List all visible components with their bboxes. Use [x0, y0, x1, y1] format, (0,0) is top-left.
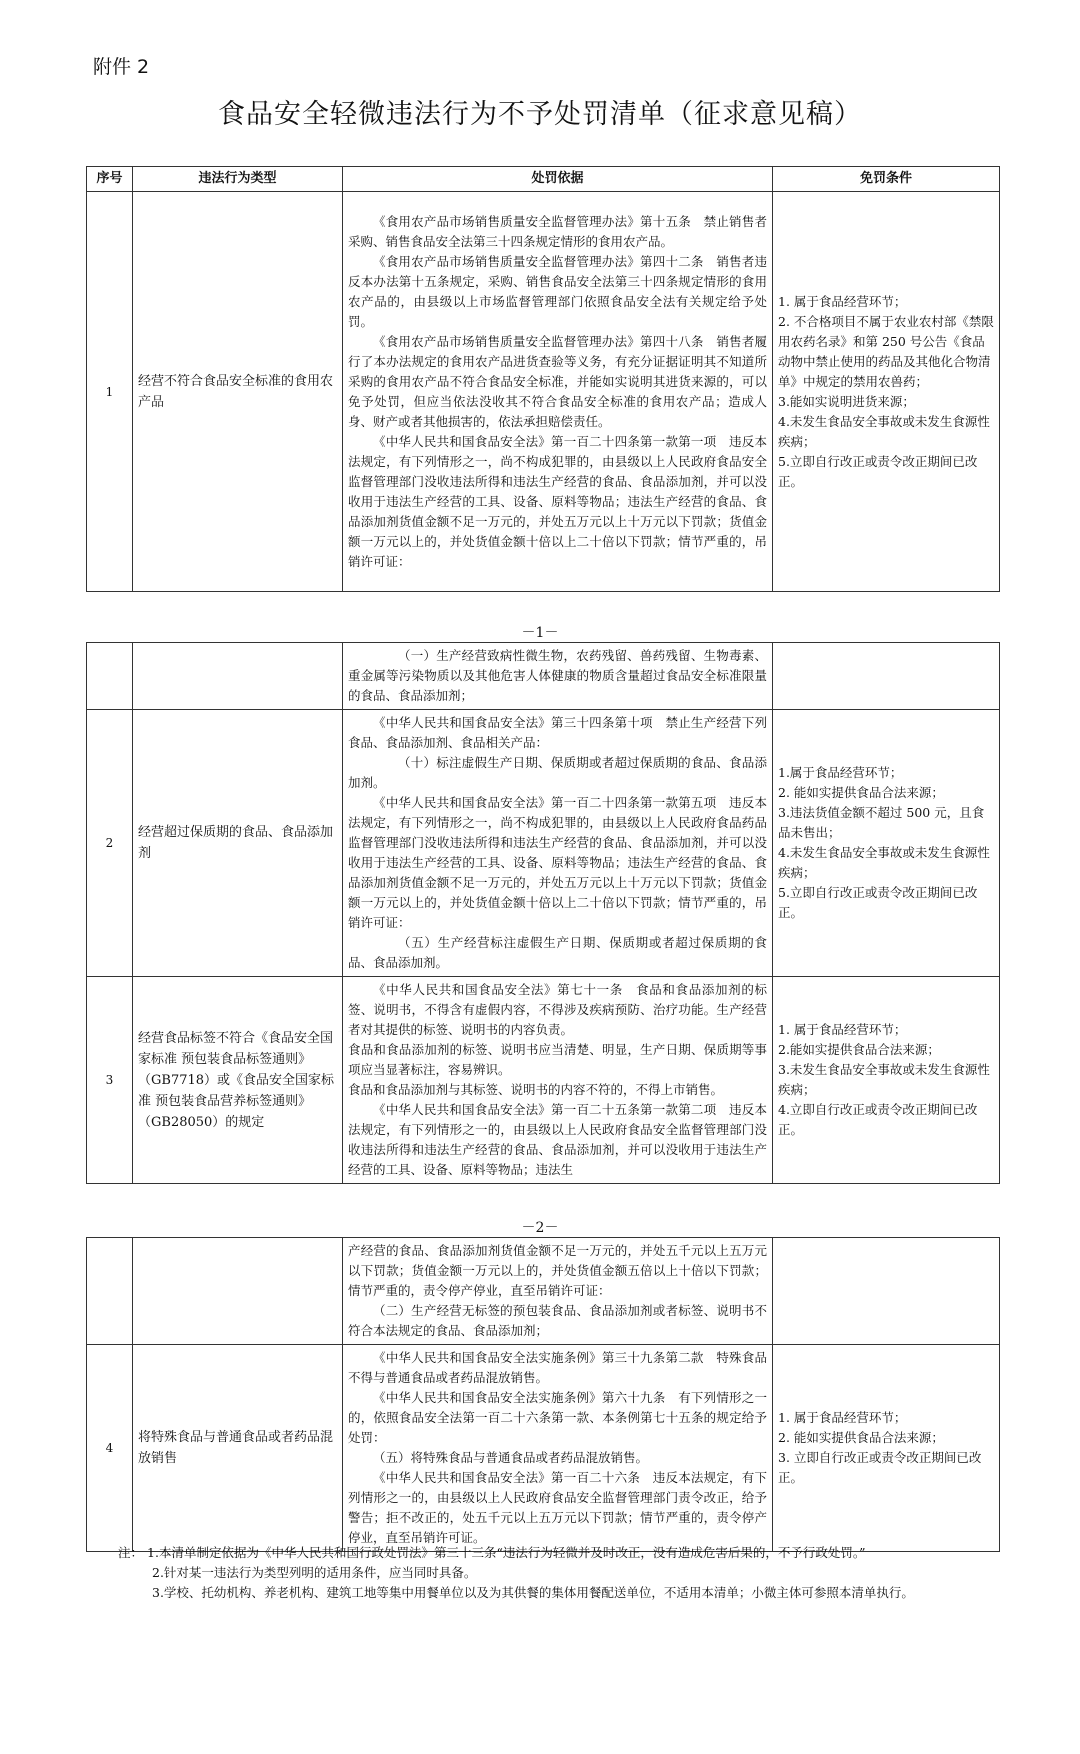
- basis-paragraph: （十）标注虚假生产日期、保质期或者超过保质期的食品、食品添加剂。: [348, 755, 767, 790]
- row-violation-type: 经营食品标签不符合《食品安全国家标准 预包装食品标签通则》（GB7718）或《食品安全国家标准 预包装食品营养标签通则》（GB28050）的规定: [133, 977, 343, 1184]
- table-row: [87, 643, 1000, 710]
- basis-paragraph: 产经营的食品、食品添加剂货值金额不足一万元的，并处五千元以上五万元以下罚款；货值金额一万元以上的，并处货值金额五倍以上十倍以下罚款；情节严重的，责令停产停业，直至吊销许可证：: [348, 1243, 767, 1298]
- row-seq: 4: [87, 1345, 133, 1552]
- condition-item: 4.未发生食品安全事故或未发生食源性疾病；: [778, 413, 990, 449]
- condition-item: 1. 属于食品经营环节；: [778, 1410, 907, 1425]
- table-notes: [118, 1543, 1018, 1603]
- basis-paragraph: 《食用农产品市场销售质量安全监督管理办法》第四十二条 销售者违反本办法第十五条规定，采购、销售食品安全法第三十四条规定情形的食用农产品的，由县级以上市场监督管理部门依照食品安全法有关规定给予处罚。: [348, 253, 767, 329]
- condition-item: 2. 能如实提供食品合法来源；: [778, 1430, 944, 1445]
- table-header-row: [87, 167, 1000, 192]
- condition-item: 3.违法货值金额不超过 500 元，且食品未售出；: [778, 805, 985, 840]
- header-seq: 序号: [87, 167, 133, 192]
- basis-paragraph: （五）生产经营标注虚假生产日期、保质期或者超过保质期的食品、食品添加剂。: [348, 935, 767, 970]
- condition-item: 5.立即自行改正或责令改正期间已改正。: [778, 885, 978, 920]
- note-item: 1.本清单制定依据为《中华人民共和国行政处罚法》第三十三条“违法行为轻微并及时改正，没有造成危害后果的，不予行政处罚。”: [147, 1545, 866, 1560]
- table-row: [87, 710, 1000, 977]
- basis-paragraph: （一）生产经营致病性微生物，农药残留、兽药残留、生物毒素、重金属等污染物质以及其他危害人体健康的物质含量超过食品安全标准限量的食品、食品添加剂；: [348, 648, 767, 703]
- row-exemption-conditions: [773, 977, 1000, 1184]
- table-row: [87, 1238, 1000, 1345]
- basis-paragraph: 《中华人民共和国食品安全法》第一百二十五条第一款第二项 违反本法规定，有下列情形之一的，由县级以上人民政府食品安全监督管理部门没收违法所得和违法生产经营的食品、食品添加剂，并可以没收用于违法生产经营的工具、设备、原料等物品；违法生: [348, 1102, 767, 1177]
- condition-item: 2.能如实提供食品合法来源；: [778, 1042, 940, 1057]
- condition-item: 1. 属于食品经营环节；: [778, 1022, 907, 1037]
- header-basis: 处罚依据: [343, 167, 773, 192]
- table-row: [87, 1345, 1000, 1552]
- annex-label: 附件 2: [93, 56, 150, 78]
- header-type: 违法行为类型: [133, 167, 343, 192]
- row-violation-type: 将特殊食品与普通食品或者药品混放销售: [133, 1345, 343, 1552]
- condition-item: 3.未发生食品安全事故或未发生食源性疾病；: [778, 1062, 990, 1097]
- basis-paragraph: 《中华人民共和国食品安全法》第三十四条第十项 禁止生产经营下列食品、食品添加剂、食品相关产品：: [348, 715, 767, 750]
- basis-paragraph: 《中华人民共和国食品安全法》第一百二十四条第一款第一项 违反本法规定，有下列情形之一，尚不构成犯罪的，由县级以上人民政府食品安全监督管理部门没收违法所得和违法生产经营的食品、食品添加剂，并可以没收用于违法生产经营的工具、设备、原料等物品；违法生产经营的食品、食品添加剂货值金额不足一万元的，并处五万元以上十万元以下罚款；货值金额一万元以上的，并处货值金额十倍以上二十倍以下罚款；情节严重的，吊销许可证：: [348, 433, 767, 569]
- condition-item: 1. 属于食品经营环节；: [778, 293, 907, 309]
- row-seq: 1: [87, 192, 133, 592]
- condition-item: 4.未发生食品安全事故或未发生食源性疾病；: [778, 845, 990, 880]
- page-number: －1－: [521, 625, 559, 641]
- basis-paragraph: （二）生产经营无标签的预包装食品、食品添加剂或者标签、说明书不符合本法规定的食品、食品添加剂；: [348, 1303, 767, 1338]
- basis-paragraph: 《中华人民共和国食品安全法实施条例》第三十九条第二款 特殊食品不得与普通食品或者药品混放销售。: [348, 1350, 767, 1385]
- row-exemption-conditions: [773, 192, 1000, 592]
- condition-item: 2. 能如实提供食品合法来源；: [778, 785, 944, 800]
- row-penalty-basis: [343, 977, 773, 1184]
- condition-item: 1.属于食品经营环节；: [778, 765, 903, 780]
- basis-paragraph: 《食用农产品市场销售质量安全监督管理办法》第十五条 禁止销售者采购、销售食品安全法第三十四条规定情形的食用农产品。: [348, 213, 767, 249]
- basis-paragraph: （五）将特殊食品与普通食品或者药品混放销售。: [373, 1450, 649, 1465]
- penalty-table-page1: [86, 166, 1000, 592]
- row-penalty-basis: [343, 1238, 773, 1345]
- basis-paragraph: 《中华人民共和国食品安全法》第七十一条 食品和食品添加剂的标签、说明书，不得含有虚假内容，不得涉及疾病预防、治疗功能。生产经营者对其提供的标签、说明书的内容负责。: [348, 982, 767, 1037]
- row-violation-type: 经营超过保质期的食品、食品添加剂: [133, 710, 343, 977]
- notes-prefix: 注：: [118, 1545, 144, 1560]
- table-row: [87, 192, 1000, 592]
- header-cond: 免罚条件: [773, 167, 1000, 192]
- row-penalty-basis: [343, 192, 773, 592]
- basis-paragraph: 《食用农产品市场销售质量安全监督管理办法》第四十八条 销售者履行了本办法规定的食用农产品进货查验等义务，有充分证据证明其不知道所采购的食用农产品不符合食品安全标准，并能如实说明其进货来源的，可以免予处罚，但应当依法没收其不符合食品安全标准的食用农产品；造成人身、财产或者其他损害的，依法承担赔偿责任。: [348, 333, 767, 429]
- penalty-table-page2: [86, 642, 1000, 1184]
- row-exemption-conditions: [773, 1345, 1000, 1552]
- basis-paragraph: 食品和食品添加剂的标签、说明书应当清楚、明显，生产日期、保质期等事项应当显著标注，容易辨识。: [348, 1042, 767, 1077]
- page-number: －2－: [521, 1220, 559, 1236]
- row-seq: 2: [87, 710, 133, 977]
- condition-item: 3.能如实说明进货来源；: [778, 393, 915, 409]
- row-penalty-basis: [343, 643, 773, 710]
- basis-paragraph: 《中华人民共和国食品安全法》第一百二十四条第一款第五项 违反本法规定，有下列情形之一，尚不构成犯罪的，由县级以上人民政府食品药品监督管理部门没收违法所得和违法生产经营的食品、食品添加剂，并可以没收用于违法生产经营的工具、设备、原料等物品；违法生产经营的食品、食品添加剂货值金额不足一万元的，并处五万元以上十万元以下罚款；货值金额一万元以上的，并处货值金额十倍以上二十倍以下罚款；情节严重的，吊销许可证：: [348, 795, 767, 930]
- note-item: 3.学校、托幼机构、养老机构、建筑工地等集中用餐单位以及为其供餐的集体用餐配送单位，不适用本清单；小微主体可参照本清单执行。: [152, 1585, 914, 1600]
- condition-item: 2. 不合格项目不属于农业农村部《禁限用农药名录》和第 250 号公告《食品动物中禁止使用的药品及其他化合物清单》中规定的禁用农兽药；: [778, 313, 994, 389]
- basis-paragraph: 《中华人民共和国食品安全法》第一百二十六条 违反本法规定，有下列情形之一的，由县级以上人民政府食品安全监督管理部门责令改正，给予警告；拒不改正的，处五千元以上五万元以下罚款；情节严重的，责令停产停业，直至吊销许可证。: [348, 1470, 767, 1545]
- basis-paragraph: 《中华人民共和国食品安全法实施条例》第六十九条 有下列情形之一的，依照食品安全法第一百二十六条第一款、本条例第七十五条的规定给予处罚：: [348, 1390, 767, 1445]
- condition-item: 4.立即自行改正或责令改正期间已改正。: [778, 1102, 978, 1137]
- basis-paragraph: 食品和食品添加剂与其标签、说明书的内容不符的，不得上市销售。: [348, 1082, 724, 1097]
- note-item: 2.针对某一违法行为类型列明的适用条件，应当同时具备。: [152, 1565, 477, 1580]
- row-penalty-basis: [343, 1345, 773, 1552]
- row-exemption-conditions: [773, 710, 1000, 977]
- row-violation-type: 经营不符合食品安全标准的食用农产品: [133, 192, 343, 592]
- table-row: [87, 977, 1000, 1184]
- condition-item: 3. 立即自行改正或责令改正期间已改正。: [778, 1450, 982, 1485]
- row-penalty-basis: [343, 710, 773, 977]
- penalty-table-page3: [86, 1237, 1000, 1552]
- condition-item: 5.立即自行改正或责令改正期间已改正。: [778, 453, 978, 489]
- row-seq: 3: [87, 977, 133, 1184]
- document-title: 食品安全轻微违法行为不予处罚清单（征求意见稿）: [218, 99, 862, 130]
